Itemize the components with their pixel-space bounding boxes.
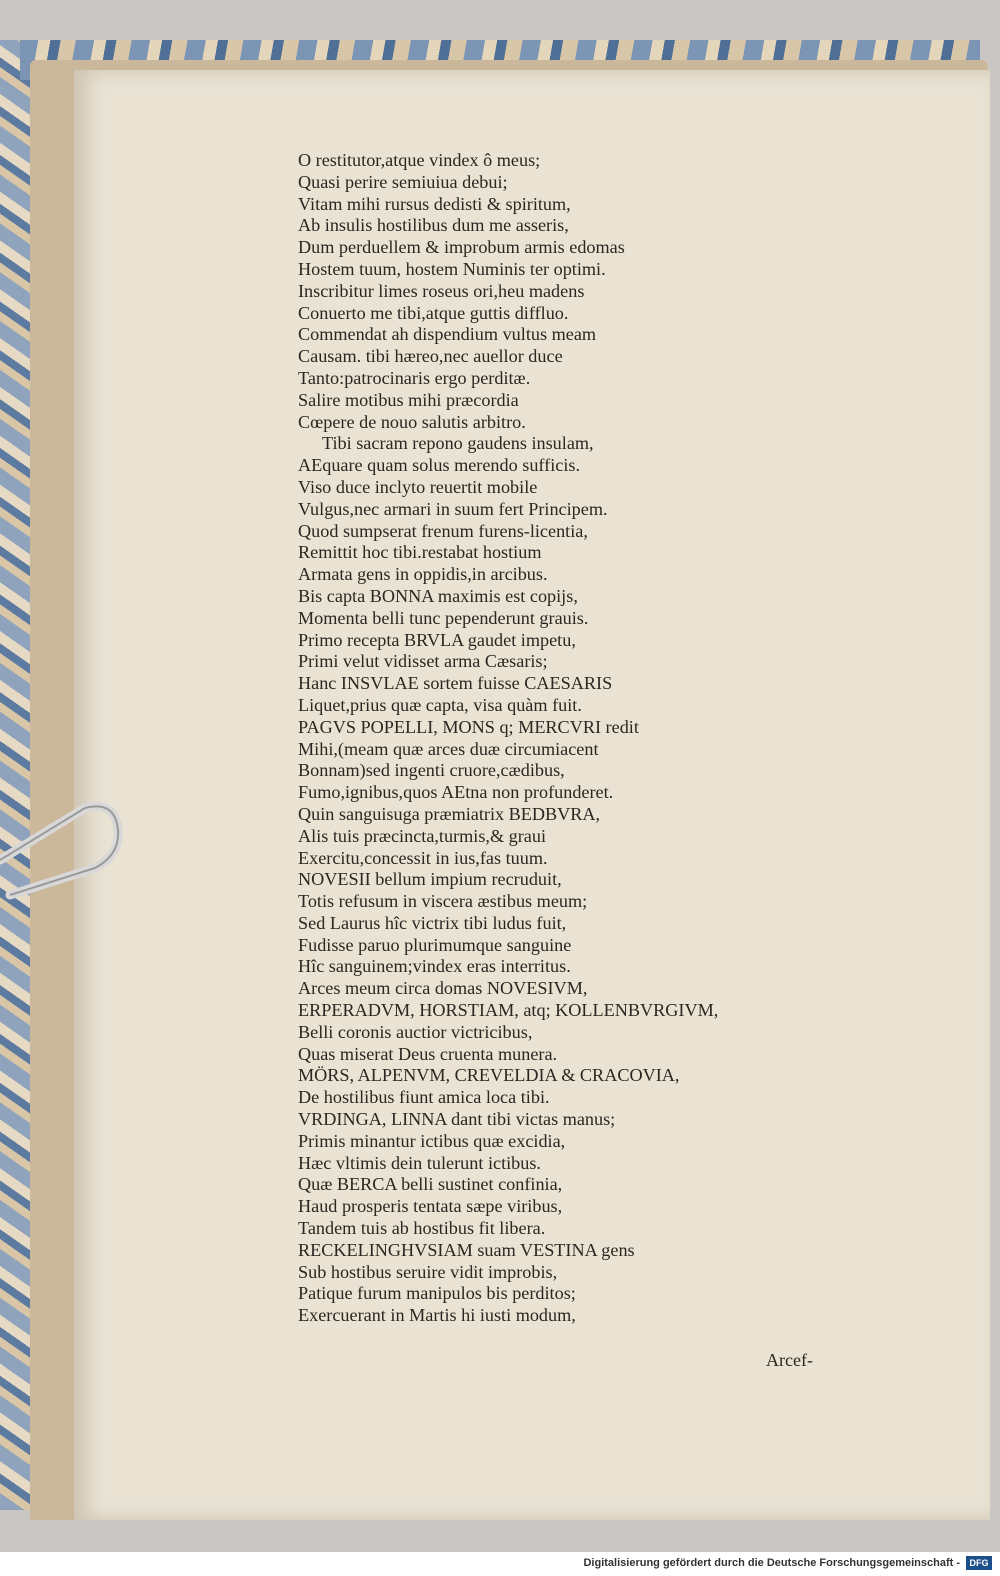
poem-line: Armata gens in oppidis,in arcibus. [298,564,548,585]
poem-line: Fumo,ignibus,quos AEtna non profunderet. [298,782,614,803]
poem-line: Totis refusum in viscera æstibus meum; [298,891,588,912]
poem-line: ERPERADVM, HORSTIAM, atq; KOLLENBVRGIVM, [298,1000,719,1021]
poem-line: MÖRS, ALPENVM, CREVELDIA & CRACOVIA, [298,1065,680,1086]
poem-line: Primi velut vidisset arma Cæsaris; [298,651,548,672]
poem-text [298,150,858,1327]
poem-line: RECKELINGHVSIAM suam VESTINA gens [298,1239,635,1260]
poem-line: Quasi perire semiuiua debui; [298,171,508,192]
poem-line: Fudisse paruo plurimumque sanguine [298,934,572,955]
poem-line: Mihi,(meam quæ arces duæ circumiacent [298,738,599,759]
poem-line: Quod sumpserat frenum furens-licentia, [298,520,588,541]
dfg-logo: DFG [966,1556,992,1570]
poem-line: Haud prosperis tentata sæpe viribus, [298,1196,563,1217]
poem-line: Tandem tuis ab hostibus fit libera. [298,1218,546,1239]
poem-line: Momenta belli tunc pependerunt grauis. [298,607,589,628]
poem-line: Tanto:patrocinaris ergo perditæ. [298,367,531,388]
footer-bar [0,1552,1000,1576]
poem-line: Hanc INSVLAE sortem fuisse CAESARIS [298,673,613,694]
poem-line: NOVESII bellum impium recruduit, [298,869,562,890]
poem-line: Exercuerant in Martis hi iusti modum, [298,1305,576,1326]
poem-line: Vulgus,nec armari in suum fert Principem. [298,498,608,519]
poem-line: Quæ BERCA belli sustinet confinia, [298,1174,563,1195]
poem-line: Primis minantur ictibus quæ excidia, [298,1130,566,1151]
poem-line: Hîc sanguinem;vindex eras interritus. [298,956,571,977]
paper-clip-icon [0,800,125,900]
poem-line: Quas miserat Deus cruenta munera. [298,1043,558,1064]
poem-line: Quin sanguisuga præmiatrix BEDBVRA, [298,803,601,824]
poem-line: Hostem tuum, hostem Numinis ter optimi. [298,258,606,279]
poem-line: VRDINGA, LINNA dant tibi victas manus; [298,1109,616,1130]
poem-line: Ab insulis hostilibus dum me asseris, [298,215,569,236]
poem-line: Bonnam)sed ingenti cruore,cædibus, [298,760,565,781]
poem-line: Cœpere de nouo salutis arbitro. [298,411,526,432]
poem-line: Viso duce inclyto reuertit mobile [298,476,538,497]
poem-line: Inscribitur limes roseus ori,heu madens [298,280,585,301]
poem-line: Alis tuis præcincta,turmis,& graui [298,825,547,846]
poem-line: AEquare quam solus merendo sufficis. [298,455,581,476]
poem-line: Dum perduellem & improbum armis edomas [298,237,625,258]
poem-line: Commendat ah dispendium vultus meam [298,324,597,345]
poem-line: Sub hostibus seruire vidit improbis, [298,1261,558,1282]
poem-line: Conuerto me tibi,atque guttis diffluo. [298,302,569,323]
poem-line: Exercitu,concessit in ius,fas tuum. [298,847,548,868]
show-through-text [840,150,990,1250]
poem-line: Remittit hoc tibi.restabat hostium [298,542,542,563]
poem-line: Primo recepta BRVLA gaudet impetu, [298,629,576,650]
dfg-credit: Digitalisierung gefördert durch die Deutsche Forschungsgemeinschaft - [583,1557,960,1569]
poem-line: Vitam mihi rursus dedisti & spiritum, [298,193,571,214]
poem-line: O restitutor,atque vindex ô meus; [298,150,541,170]
poem-line: Belli coronis auctior victricibus, [298,1021,533,1042]
poem-line: De hostilibus fiunt amica loca tibi. [298,1087,550,1108]
poem-line: Tibi sacram repono gaudens insulam, [322,433,594,454]
poem-line: Patique furum manipulos bis perditos; [298,1283,576,1304]
poem-line: PAGVS POPELLI, MONS q; MERCVRI redit [298,716,639,737]
catchword: Arcef- [766,1350,813,1370]
poem-line: Sed Laurus hîc victrix tibi ludus fuit, [298,912,567,933]
poem-line: Causam. tibi hæreo,nec auellor duce [298,346,563,367]
poem-line: Liquet,prius quæ capta, visa quàm fuit. [298,694,582,715]
poem-line: Salire motibus mihi præcordia [298,389,519,410]
poem-line: Arces meum circa domas NOVESIVM, [298,978,588,999]
poem-line: Hæc vltimis dein tulerunt ictibus. [298,1152,541,1173]
poem-line: Bis capta BONNA maximis est copijs, [298,585,578,606]
